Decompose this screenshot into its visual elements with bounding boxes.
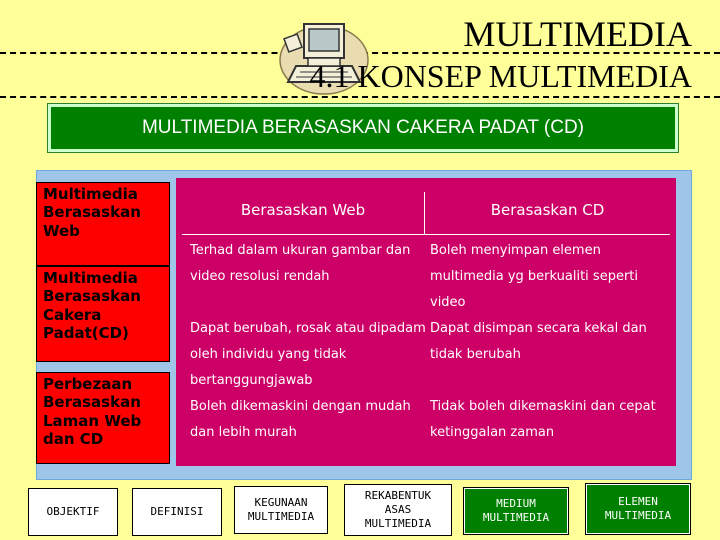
table-cell: video resolusi rendah <box>190 269 330 284</box>
table-cell <box>190 290 426 316</box>
table-cell: bertanggungjawab <box>190 373 313 388</box>
medium-multimedia-button[interactable]: MEDIUM MULTIMEDIA <box>464 488 568 534</box>
cd-column <box>430 238 656 446</box>
web-column <box>190 238 426 446</box>
page-title: MULTIMEDIA <box>463 14 692 54</box>
sidebar-item-label: Perbezaan Berasaskan Laman Web dan CD <box>43 375 142 448</box>
page-subtitle: 4.1 KONSEP MULTIMEDIA <box>309 58 692 94</box>
header-underline <box>182 234 670 235</box>
table-cell: Terhad dalam ukuran gambar dan <box>190 243 411 258</box>
table-cell: oleh individu yang tidak <box>190 347 347 362</box>
table-cell: tidak berubah <box>430 347 521 362</box>
table-cell: video <box>430 295 466 310</box>
table-cell: ketinggalan zaman <box>430 425 555 440</box>
column-header-cd: Berasaskan CD <box>490 201 605 219</box>
sidebar-item-perbezaan[interactable] <box>36 372 170 464</box>
table-cell: Dapat disimpan secara kekal dan <box>430 321 647 336</box>
definisi-button[interactable]: DEFINISI <box>132 488 222 536</box>
table-cell <box>430 368 656 394</box>
section-banner: MULTIMEDIA BERASASKAN CAKERA PADAT (CD) <box>48 104 678 152</box>
table-cell: Boleh dikemaskini dengan mudah <box>190 399 411 414</box>
sidebar-item-label: Multimedia Berasaskan Cakera Padat(CD) <box>43 269 141 342</box>
table-cell: Boleh menyimpan elemen <box>430 243 601 258</box>
sidebar-item-label: Multimedia Berasaskan Web <box>43 185 141 240</box>
column-header-web: Berasaskan Web <box>240 201 366 219</box>
comparison-table <box>176 178 676 466</box>
rekabentuk-asas-multimedia-button[interactable]: REKABENTUK ASAS MULTIMEDIA <box>344 484 452 536</box>
table-cell: multimedia yg berkualiti seperti <box>430 269 638 284</box>
elemen-multimedia-button[interactable]: ELEMEN MULTIMEDIA <box>586 484 690 534</box>
objektif-button[interactable]: OBJEKTIF <box>28 488 118 536</box>
sidebar-item-cd[interactable] <box>36 266 170 362</box>
kegunaan-multimedia-button[interactable]: KEGUNAAN MULTIMEDIA <box>234 486 328 534</box>
table-cell: Dapat berubah, rosak atau dipadam <box>190 321 426 336</box>
table-cell: Tidak boleh dikemaskini dan cepat <box>430 399 656 414</box>
table-cell: dan lebih murah <box>190 425 297 440</box>
sidebar-item-web[interactable] <box>36 182 170 266</box>
